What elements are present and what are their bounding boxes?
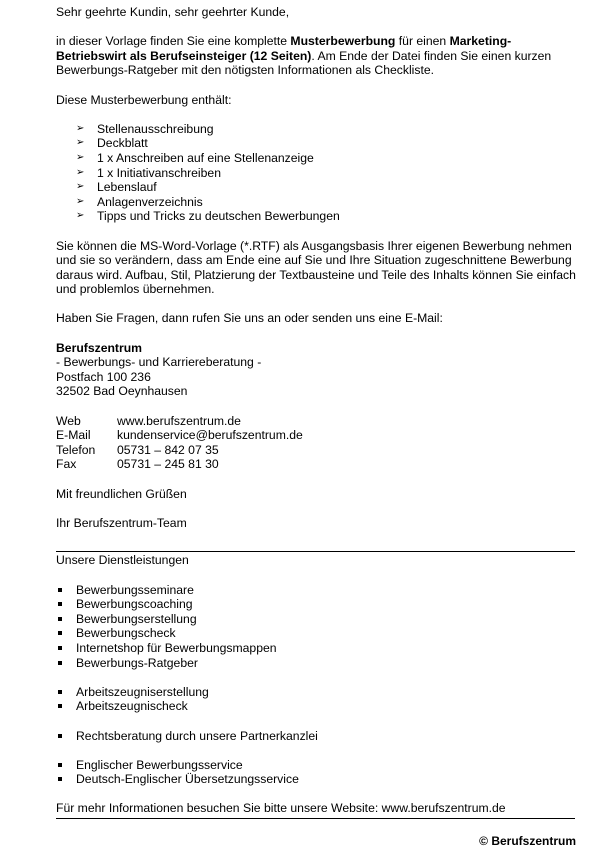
list-item: Bewerbungscoaching (56, 597, 576, 612)
phone-value: 05731 – 842 07 35 (117, 442, 219, 457)
contact-block (56, 414, 576, 472)
square-bullet-icon (58, 602, 62, 606)
square-bullet-icon (58, 763, 62, 767)
list-item: Bewerbungs-Ratgeber (56, 656, 576, 671)
greeting: Sehr geehrte Kundin, sehr geehrter Kunde, (56, 5, 290, 19)
services-list (56, 729, 576, 744)
square-bullet-icon (58, 588, 62, 592)
contact-label: Fax (56, 457, 77, 472)
list-item: ➢ Tipps und Tricks zu deutschen Bewerbungen (76, 209, 340, 224)
fax-value: 05731 – 245 81 30 (117, 457, 219, 472)
contact-row-fax (56, 457, 576, 472)
usage-paragraph: Sie können die MS-Word-Vorlage (*.RTF) als Ausgangsbasis Ihrer eigenen Bewerbung nehmen und sie so verändern, dass am Ende eine auf Sie und Ihre Situation zugeschnittene Bewerbung daraus wird. Aufbau, Stil, Platzierung der Textbausteine und Teile des Inhalts können Sie einfach und problemlos übernehmen. (56, 238, 576, 297)
square-bullet-icon (58, 646, 62, 650)
list-item: Arbeitszeugniserstellung (56, 685, 576, 700)
section-divider (56, 551, 575, 552)
square-bullet-icon (58, 690, 62, 694)
list-item: ➢ Stellenausschreibung (76, 121, 214, 136)
arrow-bullet-icon: ➢ (76, 137, 85, 149)
list-item: ➢ 1 x Anschreiben auf eine Stellenanzeige (76, 150, 314, 165)
square-bullet-icon (58, 734, 62, 738)
closing: Mit freundlichen Grüßen (56, 486, 187, 501)
square-bullet-icon (58, 704, 62, 708)
intro-bold-2: Marketing-Betriebswirt als Berufseinsteiger (12 Seiten) (56, 34, 512, 63)
list-item: ➢ Deckblatt (76, 136, 148, 151)
list-item: Internetshop für Bewerbungsmappen (56, 641, 576, 656)
intro-text-1: in dieser Vorlage finden Sie eine komplette (56, 34, 291, 49)
web-link[interactable]: www.berufszentrum.de (117, 413, 241, 428)
document-page (56, 5, 576, 819)
company-postbox: Postfach 100 236 (56, 369, 151, 384)
list-item: Englischer Bewerbungsservice (56, 758, 576, 773)
list-item: Arbeitszeugnischeck (56, 699, 576, 714)
arrow-bullet-icon: ➢ (76, 151, 85, 163)
email-link[interactable]: kundenservice@berufszentrum.de (117, 428, 303, 443)
company-subtitle: - Bewerbungs- und Karriereberatung - (56, 355, 262, 370)
contents-list (56, 122, 576, 224)
services-list (56, 685, 576, 714)
signature: Ihr Berufszentrum-Team (56, 515, 187, 530)
company-name: Berufszentrum (56, 340, 143, 355)
list-item: Bewerbungsseminare (56, 583, 576, 598)
contact-label: Web (56, 413, 81, 428)
arrow-bullet-icon: ➢ (76, 181, 85, 193)
copyright-notice: © Berufszentrum (479, 834, 576, 848)
arrow-bullet-icon: ➢ (76, 166, 85, 178)
company-city: 32502 Bad Oeynhausen (56, 384, 188, 399)
questions-paragraph: Haben Sie Fragen, dann rufen Sie uns an oder senden uns eine E-Mail: (56, 311, 443, 326)
contact-label: E-Mail (56, 428, 91, 443)
list-item: Rechtsberatung durch unsere Partnerkanzlei (56, 729, 576, 744)
contact-label: Telefon (56, 442, 96, 457)
contact-row-phone (56, 443, 576, 458)
list-item: ➢ 1 x Initiativanschreiben (76, 165, 221, 180)
list-item: Deutsch-Englischer Übersetzungsservice (56, 772, 576, 787)
more-info-line: Für mehr Informationen besuchen Sie bitte unsere Website: www.berufszentrum.de (56, 801, 575, 819)
square-bullet-icon (58, 617, 62, 621)
services-heading: Unsere Dienstleistungen (56, 553, 189, 568)
intro-paragraph (56, 34, 576, 78)
arrow-bullet-icon: ➢ (76, 122, 85, 134)
square-bullet-icon (58, 631, 62, 635)
services-list (56, 758, 576, 787)
list-item: Bewerbungscheck (56, 626, 576, 641)
square-bullet-icon (58, 777, 62, 781)
intro-text-3: . Am Ende der Datei finden Sie einen kurzen Bewerbungs-Ratgeber mit den nötigsten Informationen als Checkliste. (56, 48, 552, 78)
contact-row-email (56, 428, 576, 443)
intro-bold-1: Musterbewerbung (290, 34, 396, 49)
intro-text-2: für einen (395, 34, 450, 49)
contact-row-web (56, 414, 576, 429)
list-item: ➢ Lebenslauf (76, 180, 157, 195)
contains-heading: Diese Musterbewerbung enthält: (56, 92, 232, 107)
list-item: Bewerbungserstellung (56, 612, 576, 627)
arrow-bullet-icon: ➢ (76, 210, 85, 222)
arrow-bullet-icon: ➢ (76, 195, 85, 207)
list-item: ➢ Anlagenverzeichnis (76, 194, 203, 209)
services-list (56, 583, 576, 671)
square-bullet-icon (58, 661, 62, 665)
